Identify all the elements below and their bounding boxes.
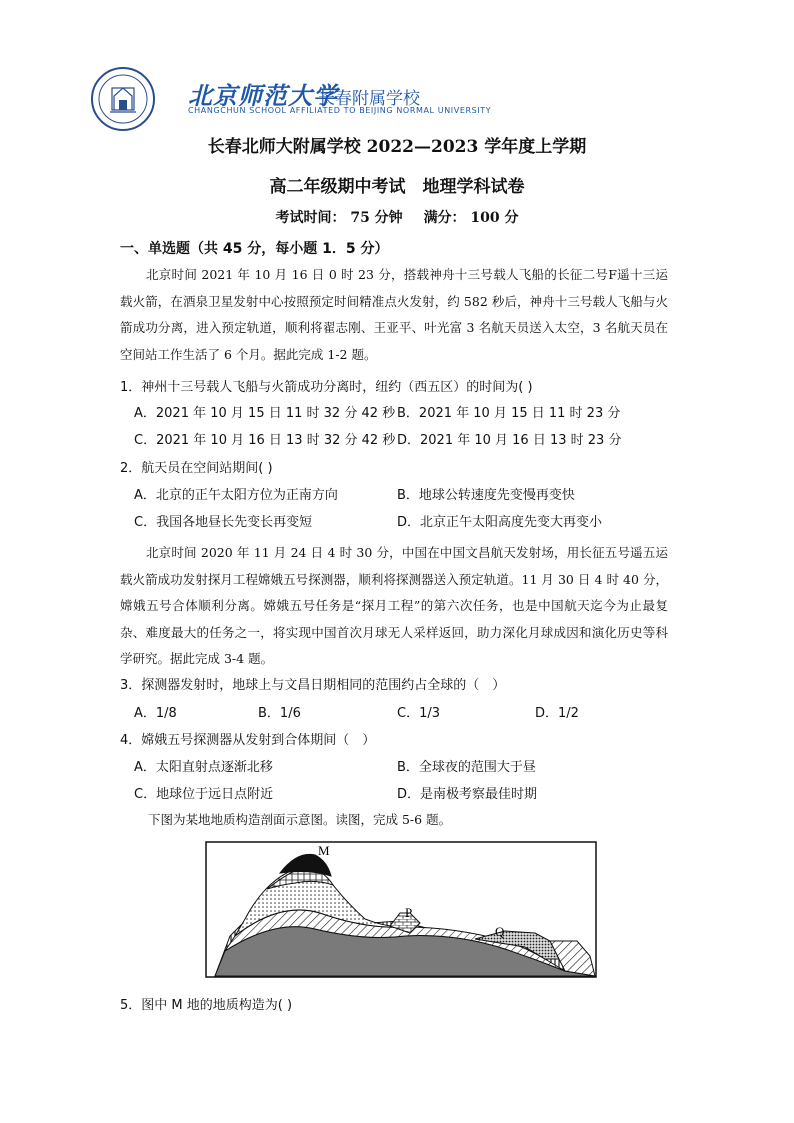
school-seal-logo bbox=[90, 66, 156, 132]
question-1-stem: 1．神州十三号载人飞船与火箭成功分离时，纽约（西五区）的时间为( ) bbox=[120, 380, 533, 395]
question-2-option-b[interactable]: B．地球公转速度先变慢再变快 bbox=[397, 488, 575, 503]
question-1-option-a[interactable]: A．2021 年 10 月 15 日 11 时 32 分 42 秒 bbox=[134, 406, 396, 421]
question-4-option-d[interactable]: D．是南极考察最佳时期 bbox=[397, 787, 538, 802]
question-1-option-b[interactable]: B．2021 年 10 月 15 日 11 时 23 分 bbox=[397, 406, 621, 421]
brand-name-en: CHANGCHUN SCHOOL AFFILIATED TO BEIJING NORMAL UNIVERSITY bbox=[188, 106, 492, 115]
label-q: Q bbox=[495, 924, 505, 939]
question-3-option-b[interactable]: B．1/6 bbox=[258, 706, 301, 721]
question-5-stem: 5．图中 M 地的地质构造为( ) bbox=[120, 998, 293, 1013]
question-2-option-d[interactable]: D．北京正午太阳高度先变大再变小 bbox=[397, 515, 603, 530]
exam-time-score bbox=[0, 207, 794, 227]
question-3-option-c[interactable]: C．1/3 bbox=[397, 706, 440, 721]
question-4-option-c[interactable]: C．地球位于远日点附近 bbox=[134, 787, 274, 802]
question-3-stem: 3．探测器发射时，地球上与文昌日期相同的范围约占全球的（ ） bbox=[120, 678, 506, 693]
question-2-option-a[interactable]: A．北京的正午太阳方位为正南方向 bbox=[134, 488, 338, 503]
exam-subtitle: 高二年级期中考试 地理学科试卷 bbox=[269, 177, 525, 197]
passage-1: 北京时间 2021 年 10 月 16 日 0 时 23 分，搭载神舟十三号载人飞船的长征二号F遥十三运载火箭，在酒泉卫星发射中心按照预定时间精准点火发射，约 582 秒后，神舟十三号载人飞船与火箭成功分离，进入预定轨道，顺利将翟志刚、王亚平、叶光富 3 名航天员送入太空，3 名航天员在空间站工作生活了 6 个月。据此完成 1-2 题。 bbox=[120, 267, 668, 362]
geology-cross-section-diagram bbox=[205, 841, 597, 978]
question-4-option-b[interactable]: B．全球夜的范围大于昼 bbox=[397, 760, 536, 775]
passage-2: 北京时间 2020 年 11 月 24 日 4 时 30 分，中国在中国文昌航天发射场，用长征五号遥五运载火箭成功发射探月工程嫦娥五号探测器，顺利将探测器送入预定轨道。11 月 30 日 4 时 40 分，嫦娥五号合体顺利分离。嫦娥五号任务是“探月工程”的第六次任务，也是中国航天迄今为止最复杂、难度最大的任务之一，将实现中国首次月球无人采样返回，助力深化月球成因和演化历史等科学研究。据此完成 3-4 题。 bbox=[120, 545, 668, 666]
exam-title: 长春北师大附属学校 2022—2023 学年度上学期 bbox=[207, 137, 587, 157]
figure-intro: 下图为某地地质构造剖面示意图。读图，完成 5-6 题。 bbox=[148, 812, 452, 827]
label-m: M bbox=[318, 843, 330, 858]
exam-time: 考试时间： 75 分钟 bbox=[275, 210, 403, 226]
question-3-option-a[interactable]: A．1/8 bbox=[134, 706, 177, 721]
exam-score: 满分： 100 分 bbox=[423, 210, 519, 226]
question-2-option-c[interactable]: C．我国各地昼长先变长再变短 bbox=[134, 515, 313, 530]
question-4-stem: 4．嫦娥五号探测器从发射到合体期间（ ） bbox=[120, 733, 376, 748]
label-p: P bbox=[405, 905, 413, 920]
section-heading: 一、单选题（共 45 分，每小题 1．5 分） bbox=[120, 241, 389, 257]
question-4-option-a[interactable]: A．太阳直射点逐渐北移 bbox=[134, 760, 273, 775]
question-1-option-c[interactable]: C．2021 年 10 月 16 日 13 时 32 分 42 秒 bbox=[134, 433, 396, 448]
brand-school-name: 长春附属学校 bbox=[318, 89, 420, 109]
question-1-option-d[interactable]: D．2021 年 10 月 16 日 13 时 23 分 bbox=[397, 433, 622, 448]
question-3-option-d[interactable]: D．1/2 bbox=[535, 706, 579, 721]
question-2-stem: 2．航天员在空间站期间( ) bbox=[120, 461, 273, 476]
brand-name-cn: 北京师范大学 bbox=[188, 81, 338, 110]
